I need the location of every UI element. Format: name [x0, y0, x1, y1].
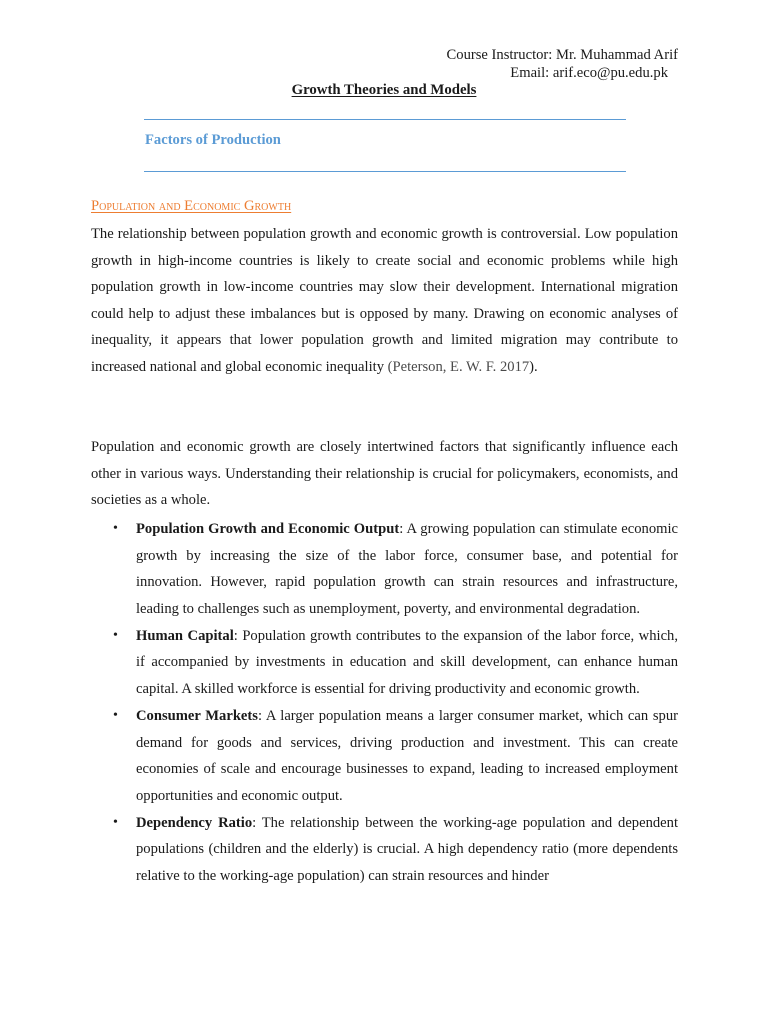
bullet-term: Dependency Ratio [136, 814, 253, 831]
bullet-icon: • [113, 627, 118, 643]
bullet-icon: • [113, 814, 118, 830]
bullet-list [91, 516, 678, 890]
bullet-icon: • [113, 521, 118, 536]
top-divider [144, 119, 626, 120]
document-title: Growth Theories and Models [291, 82, 477, 98]
paragraph-1 [91, 221, 678, 381]
bullet-term: Human Capital [136, 627, 234, 644]
list-item [91, 703, 678, 809]
list-item [91, 623, 678, 703]
list-item [91, 810, 678, 890]
bottom-divider [144, 171, 626, 172]
bullet-icon: • [113, 707, 118, 723]
paragraph-1-end: ). [529, 358, 538, 375]
subtitle: Factors of Production [145, 132, 281, 148]
email-line: Email: arif.eco@pu.edu.pk [510, 65, 668, 81]
section-heading: Population and Economic Growth [91, 198, 292, 214]
instructor-line: Course Instructor: Mr. Muhammad Arif [446, 47, 678, 63]
bullet-term: Consumer Markets [136, 707, 258, 724]
header-info [447, 46, 678, 82]
bullet-text: : Population growth contributes to the expansion of the labor force, which, if accompanied by investments in education and skill development, can enhance human capital. A skilled workforce is essential for driving productivity and economic growth. [136, 627, 678, 697]
bullet-text: : The relationship between the working-age population and dependent populations (children and the elderly) is crucial. A high dependency ratio (more dependents relative to the working-age population) can strain resources and hinder [136, 814, 678, 884]
bullet-text: : A larger population means a larger consumer market, which can spur demand for goods and services, driving production and investment. This can create economies of scale and encourage businesses to expand, leading to increased employment opportunities and economic output. [136, 707, 678, 804]
paragraph-2: Population and economic growth are closely intertwined factors that significantly influence each other in various ways. Understanding their relationship is crucial for policymakers, economists, and societies as a whole. [91, 439, 678, 509]
citation: (Peterson, E. W. F. 2017 [387, 358, 530, 375]
list-item [91, 516, 678, 622]
bullet-text: : A growing population can stimulate economic growth by increasing the size of the labor force, consumer base, and potential for innovation. However, rapid population growth can strain resources and infrastructure, leading to challenges such as unemployment, poverty, and environmental degradation. [136, 521, 679, 617]
paragraph-1-text: The relationship between population growth and economic growth is controversial. Low population growth in high-income countries is likely to create social and economic problems while high population growth in low-income countries may slow their development. International migration could help to adjust these imbalances but is opposed by many. Drawing on economic analyses of inequality, it appears that lower population growth and limited migration may contribute to increased national and global economic inequality [91, 226, 678, 375]
bullet-term: Population Growth and Economic Output [136, 521, 400, 537]
